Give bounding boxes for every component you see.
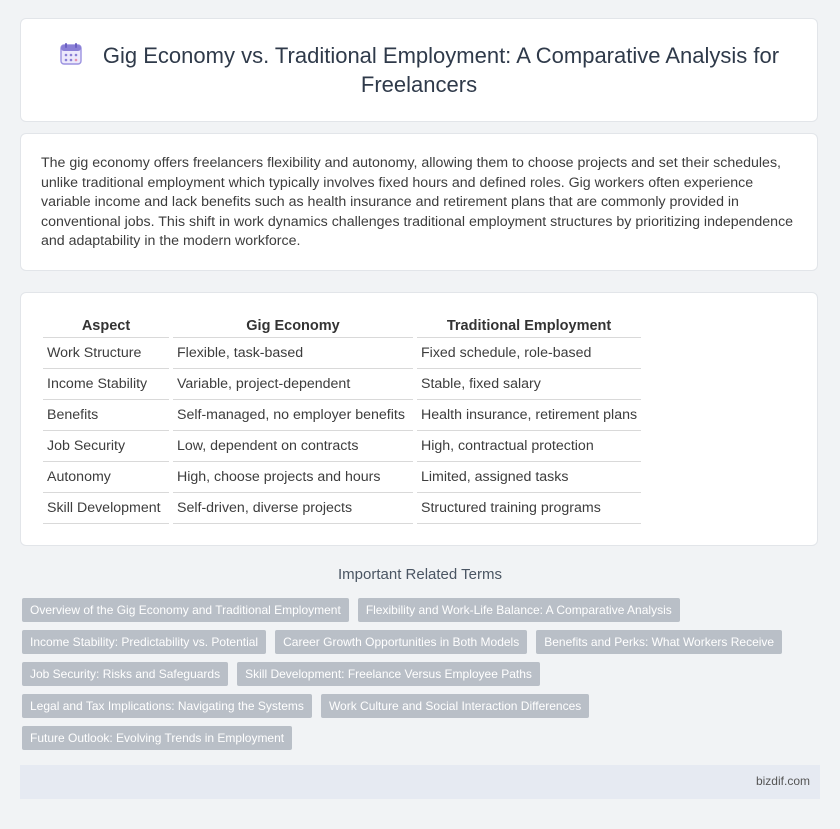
table-row [43, 399, 641, 430]
table-row [43, 337, 641, 368]
column-header-aspect: Aspect [81, 318, 131, 334]
related-term-link[interactable]: Future Outlook: Evolving Trends in Employment [22, 726, 292, 750]
table-cell: Variable, project-dependent [173, 368, 413, 399]
column-header-gig-economy: Gig Economy [246, 318, 340, 334]
related-terms-list [22, 598, 812, 758]
related-term-link[interactable]: Skill Development: Freelance Versus Employee Paths [237, 662, 540, 686]
related-term-link[interactable]: Career Growth Opportunities in Both Models [275, 630, 527, 654]
related-term-link[interactable]: Flexibility and Work-Life Balance: A Comparative Analysis [358, 598, 680, 622]
table-cell: Benefits [43, 399, 169, 430]
related-term-link[interactable]: Income Stability: Predictability vs. Potential [22, 630, 266, 654]
calendar-icon [59, 41, 85, 67]
table-cell: Income Stability [43, 368, 169, 399]
table-cell: Flexible, task-based [173, 337, 413, 368]
table-row [43, 430, 641, 461]
intro-paragraph: The gig economy offers freelancers flexibility and autonomy, allowing them to choose projects and set their schedules, unlike traditional employment which typically involves fixed hours and defined roles. Gig workers often experience variable income and lack benefits such as health insurance and retirement plans that are commonly provided in conventional jobs. This shift in work dynamics challenges traditional employment structures by prioritizing independence and adaptability in the modern workforce. [41, 155, 794, 249]
title-card [20, 18, 818, 122]
related-term-link[interactable]: Job Security: Risks and Safeguards [22, 662, 228, 686]
tag-row [22, 598, 812, 622]
table-cell: Skill Development [43, 492, 169, 524]
table-cell: Self-driven, diverse projects [173, 492, 413, 524]
table-cell: High, contractual protection [417, 430, 641, 461]
column-header-traditional-employment: Traditional Employment [446, 318, 612, 334]
related-term-link[interactable]: Work Culture and Social Interaction Differences [321, 694, 589, 718]
related-term-link[interactable]: Overview of the Gig Economy and Traditional Employment [22, 598, 349, 622]
table-cell: Job Security [43, 430, 169, 461]
table-header-row [43, 315, 641, 337]
table-cell: Stable, fixed salary [417, 368, 641, 399]
footer-bar [20, 765, 820, 799]
tag-row [22, 630, 812, 654]
table-cell: Self-managed, no employer benefits [173, 399, 413, 430]
table-cell: Autonomy [43, 461, 169, 492]
tag-row [22, 726, 812, 750]
page-title: Gig Economy vs. Traditional Employment: A Comparative Analysis for Freelancers [102, 43, 780, 97]
tag-row [22, 694, 812, 718]
intro-card [20, 133, 818, 271]
table-row [43, 492, 641, 524]
table-row [43, 368, 641, 399]
table-cell: Structured training programs [417, 492, 641, 524]
comparison-table [39, 315, 645, 524]
table-cell: Limited, assigned tasks [417, 461, 641, 492]
table-cell: Work Structure [43, 337, 169, 368]
table-cell: Health insurance, retirement plans [417, 399, 641, 430]
table-row [43, 461, 641, 492]
page-title-wrap [49, 41, 789, 99]
table-cell: Low, dependent on contracts [173, 430, 413, 461]
related-term-link[interactable]: Legal and Tax Implications: Navigating the Systems [22, 694, 312, 718]
related-term-link[interactable]: Benefits and Perks: What Workers Receive [536, 630, 782, 654]
footer-site-name: bizdif.com [755, 774, 810, 788]
related-terms-heading: Important Related Terms [338, 566, 502, 583]
table-cell: High, choose projects and hours [173, 461, 413, 492]
comparison-table-card [20, 292, 818, 546]
table-cell: Fixed schedule, role-based [417, 337, 641, 368]
tag-row [22, 662, 812, 686]
